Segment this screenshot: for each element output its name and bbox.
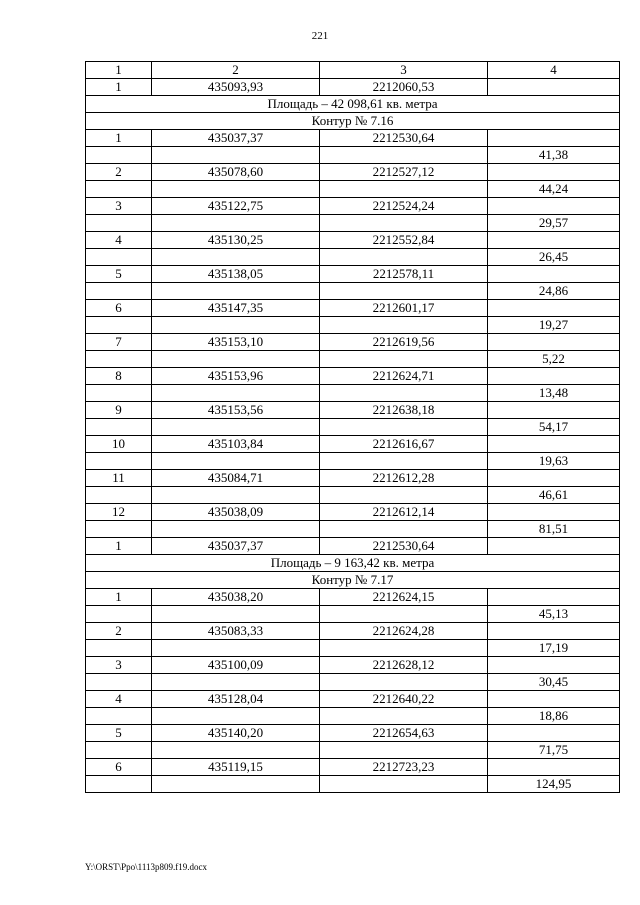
table-cell [86, 487, 152, 504]
table-cell [86, 215, 152, 232]
table-caption-row [86, 96, 620, 113]
table-cell: 2212638,18 [320, 402, 488, 419]
table-row [86, 334, 620, 351]
table-cell: 12 [86, 504, 152, 521]
table-cell: 435100,09 [152, 657, 320, 674]
table-cell [320, 283, 488, 300]
table-row [86, 589, 620, 606]
table-cell: 435153,56 [152, 402, 320, 419]
table-cell [488, 436, 620, 453]
table-cell: 19,27 [488, 317, 620, 334]
table-cell: 435130,25 [152, 232, 320, 249]
table-cell [320, 419, 488, 436]
table-cell [320, 453, 488, 470]
table-cell [488, 266, 620, 283]
table-cell: 44,24 [488, 181, 620, 198]
table-cell [320, 487, 488, 504]
table-cell: 4 [488, 62, 620, 79]
table-cell [488, 368, 620, 385]
table-cell: 5,22 [488, 351, 620, 368]
table-row [86, 776, 620, 793]
table-cell: 435078,60 [152, 164, 320, 181]
table-row [86, 504, 620, 521]
table-header-row [86, 62, 620, 79]
table-row [86, 691, 620, 708]
table-cell: 2212640,22 [320, 691, 488, 708]
table-cell: 2 [86, 164, 152, 181]
table-cell [86, 419, 152, 436]
table-row [86, 181, 620, 198]
table-cell [86, 249, 152, 266]
table-cell [488, 198, 620, 215]
table-row [86, 759, 620, 776]
table-cell: 81,51 [488, 521, 620, 538]
table-cell [488, 691, 620, 708]
table-row [86, 453, 620, 470]
table-cell [488, 623, 620, 640]
table-cell [488, 657, 620, 674]
table-cell [86, 147, 152, 164]
table-cell: 435038,09 [152, 504, 320, 521]
table-cell: 26,45 [488, 249, 620, 266]
table-cell [488, 164, 620, 181]
table-cell [152, 385, 320, 402]
table-cell: 6 [86, 759, 152, 776]
table-row [86, 606, 620, 623]
table-cell: 2212624,15 [320, 589, 488, 606]
table-cell: 435153,96 [152, 368, 320, 385]
table-caption-cell: Контур № 7.17 [86, 572, 620, 589]
table-cell: 2212578,11 [320, 266, 488, 283]
file-path-footer: Y:\ORST\Ppo\1113p809.f19.docx [85, 862, 208, 872]
table-cell: 4 [86, 232, 152, 249]
table-cell [488, 504, 620, 521]
table-cell [86, 351, 152, 368]
table-row [86, 249, 620, 266]
table-cell [86, 453, 152, 470]
table-cell: 2212524,24 [320, 198, 488, 215]
table-row [86, 130, 620, 147]
table-cell [320, 521, 488, 538]
table-cell: 435038,20 [152, 589, 320, 606]
table-row [86, 487, 620, 504]
table-cell [152, 521, 320, 538]
table-cell: 46,61 [488, 487, 620, 504]
table-cell: 18,86 [488, 708, 620, 725]
table-caption-cell: Площадь – 9 163,42 кв. метра [86, 555, 620, 572]
table-row [86, 300, 620, 317]
table-cell [488, 232, 620, 249]
table-cell: 2212624,28 [320, 623, 488, 640]
table-cell: 2212619,56 [320, 334, 488, 351]
table-cell: 1 [86, 79, 152, 96]
table-cell: 5 [86, 266, 152, 283]
table-cell [320, 249, 488, 266]
table-cell: 7 [86, 334, 152, 351]
table-cell: 2212601,17 [320, 300, 488, 317]
table-cell: 435128,04 [152, 691, 320, 708]
table-cell: 435037,37 [152, 130, 320, 147]
table-cell [488, 300, 620, 317]
table-cell [86, 640, 152, 657]
table-cell: 45,13 [488, 606, 620, 623]
table-cell: 11 [86, 470, 152, 487]
table-row [86, 521, 620, 538]
table-row [86, 657, 620, 674]
table-cell [488, 130, 620, 147]
table-cell: 2212527,12 [320, 164, 488, 181]
table-cell [152, 674, 320, 691]
table-cell [320, 215, 488, 232]
table-cell [488, 334, 620, 351]
table-cell: 29,57 [488, 215, 620, 232]
table-cell: 24,86 [488, 283, 620, 300]
table-cell: 4 [86, 691, 152, 708]
page-number: 221 [311, 30, 329, 42]
table-row [86, 164, 620, 181]
table-row [86, 232, 620, 249]
table-row [86, 79, 620, 96]
table-cell: 435084,71 [152, 470, 320, 487]
table-cell [488, 79, 620, 96]
table-cell: 2212616,67 [320, 436, 488, 453]
table-cell: 2212624,71 [320, 368, 488, 385]
table-cell [152, 215, 320, 232]
table-cell: 2212530,64 [320, 130, 488, 147]
table-row [86, 742, 620, 759]
table-cell: 5 [86, 725, 152, 742]
table-cell [488, 402, 620, 419]
table-row [86, 725, 620, 742]
table-cell: 71,75 [488, 742, 620, 759]
table-cell [488, 538, 620, 555]
table-cell [152, 351, 320, 368]
table-row [86, 351, 620, 368]
table-cell: 435122,75 [152, 198, 320, 215]
table-row [86, 266, 620, 283]
table-cell [320, 351, 488, 368]
table-cell: 435138,05 [152, 266, 320, 283]
table-cell [152, 419, 320, 436]
table-cell [320, 640, 488, 657]
table-cell [320, 147, 488, 164]
table-cell [488, 589, 620, 606]
table-row [86, 215, 620, 232]
table-cell [86, 283, 152, 300]
table-cell: 3 [86, 198, 152, 215]
table-cell: 435103,84 [152, 436, 320, 453]
table-cell: 10 [86, 436, 152, 453]
table-cell: 2212628,12 [320, 657, 488, 674]
table-caption-row [86, 555, 620, 572]
table-cell [320, 708, 488, 725]
table-cell [86, 606, 152, 623]
table-cell [320, 317, 488, 334]
table-cell: 2212060,53 [320, 79, 488, 96]
table-cell [86, 181, 152, 198]
table-cell: 435147,35 [152, 300, 320, 317]
table-cell: 435140,20 [152, 725, 320, 742]
table-cell [152, 453, 320, 470]
table-caption-row [86, 113, 620, 130]
table-row [86, 402, 620, 419]
table-row [86, 674, 620, 691]
table-cell [86, 521, 152, 538]
table-cell [86, 317, 152, 334]
table-cell [86, 708, 152, 725]
table-row [86, 623, 620, 640]
table-cell: 6 [86, 300, 152, 317]
table-cell [152, 147, 320, 164]
table-cell: 435119,15 [152, 759, 320, 776]
table-cell [152, 181, 320, 198]
table-cell: 1 [86, 62, 152, 79]
table-caption-row [86, 572, 620, 589]
table-cell: 19,63 [488, 453, 620, 470]
table-cell: 2212654,63 [320, 725, 488, 742]
table-cell: 2 [86, 623, 152, 640]
table-cell [86, 776, 152, 793]
table-cell [152, 487, 320, 504]
table-cell [86, 385, 152, 402]
table-row [86, 640, 620, 657]
table-cell: 54,17 [488, 419, 620, 436]
table-cell [488, 470, 620, 487]
table-cell: 41,38 [488, 147, 620, 164]
table-cell [488, 725, 620, 742]
table-cell [86, 674, 152, 691]
table-cell [86, 742, 152, 759]
table-cell: 2212552,84 [320, 232, 488, 249]
table-cell: 435093,93 [152, 79, 320, 96]
table-cell [152, 606, 320, 623]
table-cell: 3 [86, 657, 152, 674]
table-cell [152, 249, 320, 266]
table-row [86, 708, 620, 725]
table-cell: 2212612,14 [320, 504, 488, 521]
table-cell [320, 742, 488, 759]
table-cell: 1 [86, 130, 152, 147]
table-cell: 124,95 [488, 776, 620, 793]
table-cell: 17,19 [488, 640, 620, 657]
table-cell [152, 776, 320, 793]
table-cell: 2 [152, 62, 320, 79]
table-caption-cell: Контур № 7.16 [86, 113, 620, 130]
table-row [86, 147, 620, 164]
table-cell [320, 181, 488, 198]
table-row [86, 385, 620, 402]
table-cell: 3 [320, 62, 488, 79]
table-cell: 30,45 [488, 674, 620, 691]
table-cell [320, 674, 488, 691]
table-cell: 9 [86, 402, 152, 419]
table-cell [488, 759, 620, 776]
table-row [86, 198, 620, 215]
table-cell: 2212612,28 [320, 470, 488, 487]
table-cell [152, 742, 320, 759]
table-cell: 435153,10 [152, 334, 320, 351]
table-cell: 8 [86, 368, 152, 385]
table-cell [152, 283, 320, 300]
table-cell: 2212530,64 [320, 538, 488, 555]
table-row [86, 436, 620, 453]
table-cell: 2212723,23 [320, 759, 488, 776]
table-row [86, 419, 620, 436]
table-cell [152, 640, 320, 657]
table-cell: 13,48 [488, 385, 620, 402]
table-cell: 1 [86, 538, 152, 555]
table-row [86, 368, 620, 385]
table-caption-cell: Площадь – 42 098,61 кв. метра [86, 96, 620, 113]
table-cell: 1 [86, 589, 152, 606]
table-cell [152, 708, 320, 725]
table-cell: 435037,37 [152, 538, 320, 555]
table-row [86, 317, 620, 334]
table-cell [320, 606, 488, 623]
table-cell: 435083,33 [152, 623, 320, 640]
table-row [86, 283, 620, 300]
table-cell [320, 385, 488, 402]
table-row [86, 470, 620, 487]
table-cell [320, 776, 488, 793]
table-cell [152, 317, 320, 334]
table-row [86, 538, 620, 555]
coordinates-table [85, 61, 620, 793]
